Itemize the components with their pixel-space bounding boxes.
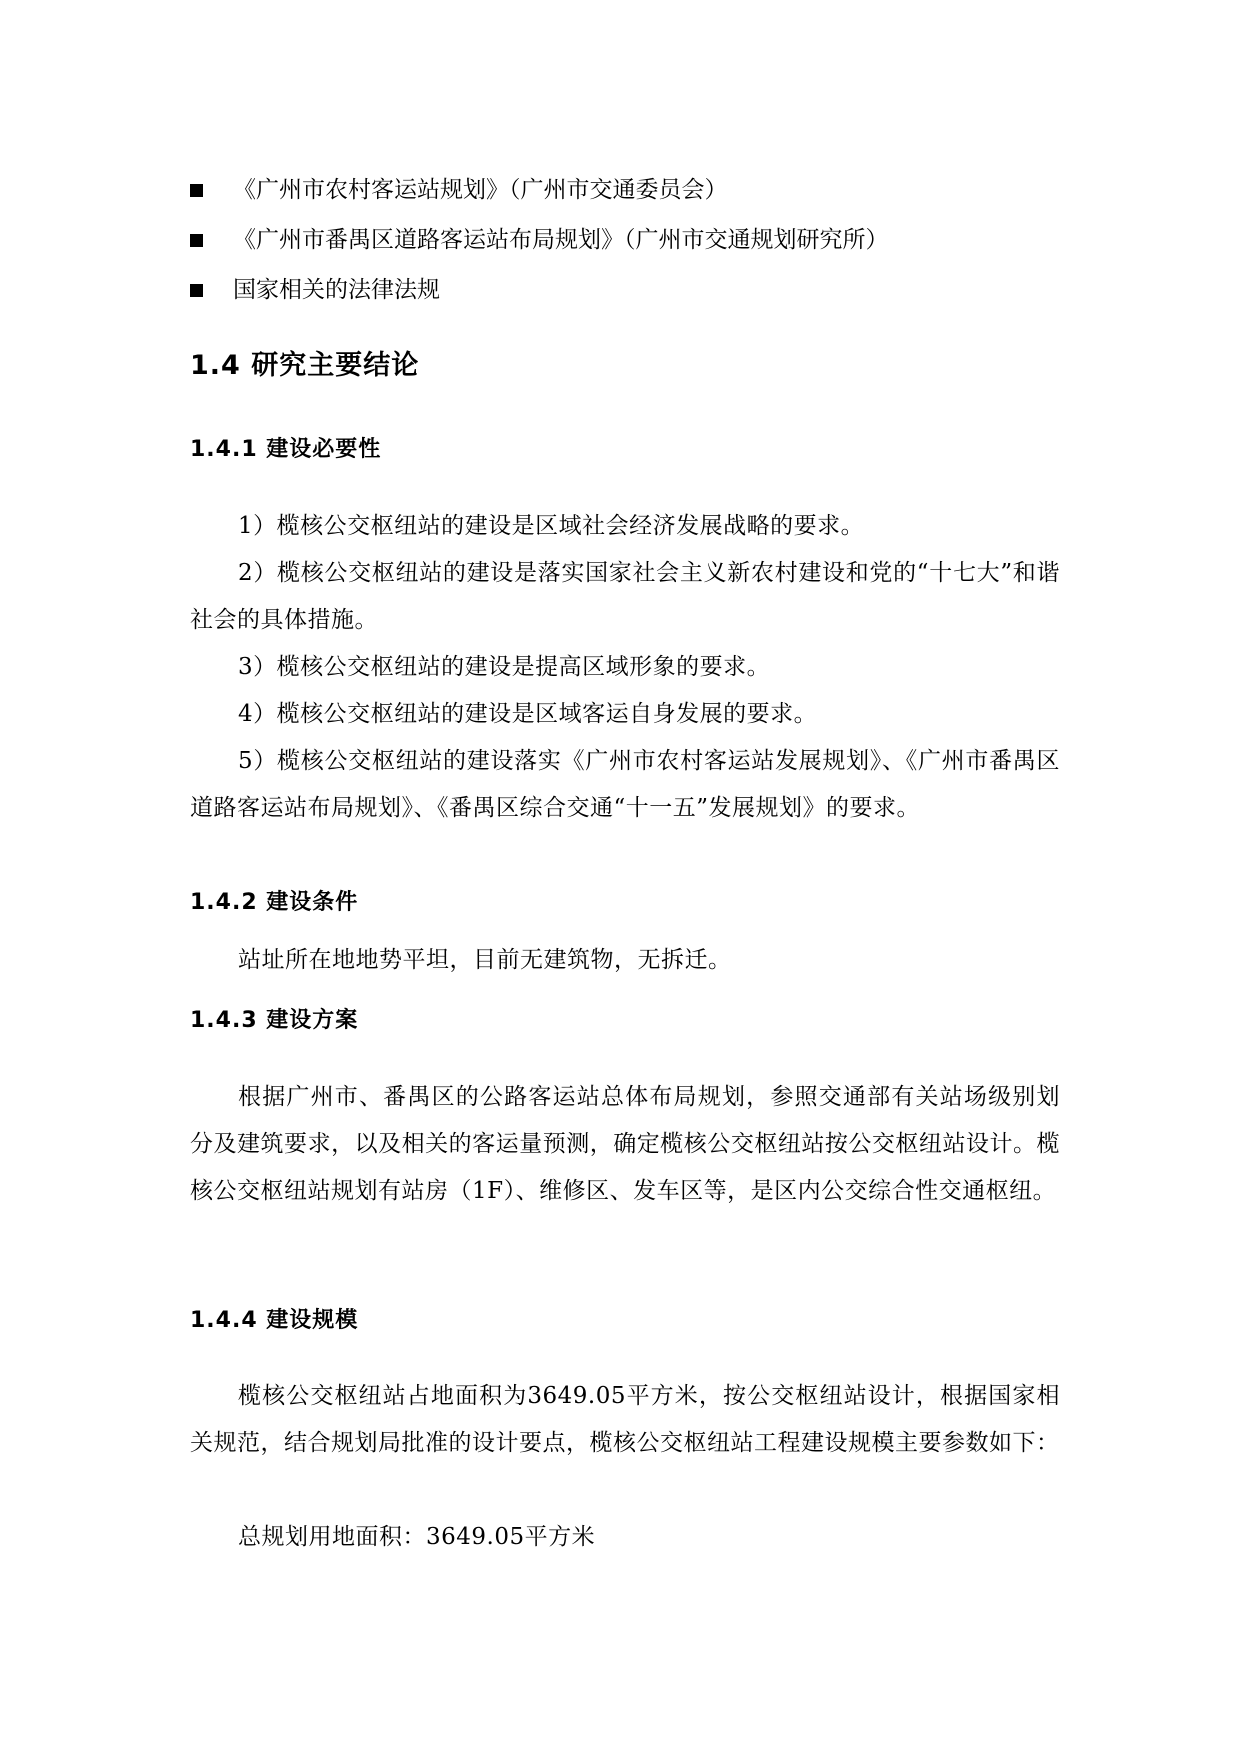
section-heading-1-4: 1.4 研究主要结论 (190, 350, 420, 381)
list-item-text: 国家相关的法律法规 (233, 277, 440, 303)
list-item (190, 215, 1090, 265)
list-item-text: 《广州市农村客运站规划》（广州市交通委员会） (233, 177, 728, 203)
square-bullet-icon (190, 234, 203, 247)
square-bullet-icon (190, 184, 203, 197)
list-item (190, 265, 1090, 315)
necessity-item-1: 1）榄核公交枢纽站的建设是区域社会经济发展战略的要求。 (238, 513, 865, 539)
necessity-item-5: 5）榄核公交枢纽站的建设落实《广州市农村客运站发展规划》、《广州市番禺区道路客运站布局规划》、《番禺区综合交通“十一五”发展规划》的要求。 (190, 748, 1060, 821)
plan-paragraph: 根据广州市、番禺区的公路客运站总体布局规划，参照交通部有关站场级别划分及建筑要求，以及相关的客运量预测，确定榄核公交枢纽站按公交枢纽站设计。榄核公交枢纽站规划有站房（1F）、维修区、发车区等，是区内公交综合性交通枢纽。 (190, 1084, 1060, 1204)
section-heading-1-4-1: 1.4.1 建设必要性 (190, 437, 382, 462)
square-bullet-icon (190, 284, 203, 297)
necessity-item-2: 2）榄核公交枢纽站的建设是落实国家社会主义新农村建设和党的“十七大”和谐社会的具体措施。 (190, 560, 1060, 633)
list-item-text: 《广州市番禺区道路客运站布局规划》（广州市交通规划研究所） (233, 227, 889, 253)
conditions-paragraph: 站址所在地地势平坦，目前无建筑物，无拆迁。 (238, 947, 732, 973)
section-heading-1-4-4: 1.4.4 建设规模 (190, 1308, 359, 1333)
necessity-item-3: 3）榄核公交枢纽站的建设是提高区域形象的要求。 (238, 654, 771, 680)
necessity-item-4: 4）榄核公交枢纽站的建设是区域客运自身发展的要求。 (238, 701, 818, 727)
section-heading-1-4-3: 1.4.3 建设方案 (190, 1008, 359, 1033)
reference-list (190, 165, 1090, 315)
list-item (190, 165, 1090, 215)
section-heading-1-4-2: 1.4.2 建设条件 (190, 890, 359, 915)
total-area-line: 总规划用地面积：3649.05平方米 (238, 1524, 596, 1550)
scale-paragraph: 榄核公交枢纽站占地面积为3649.05平方米，按公交枢纽站设计，根据国家相关规范，结合规划局批准的设计要点，榄核公交枢纽站工程建设规模主要参数如下： (190, 1383, 1060, 1456)
